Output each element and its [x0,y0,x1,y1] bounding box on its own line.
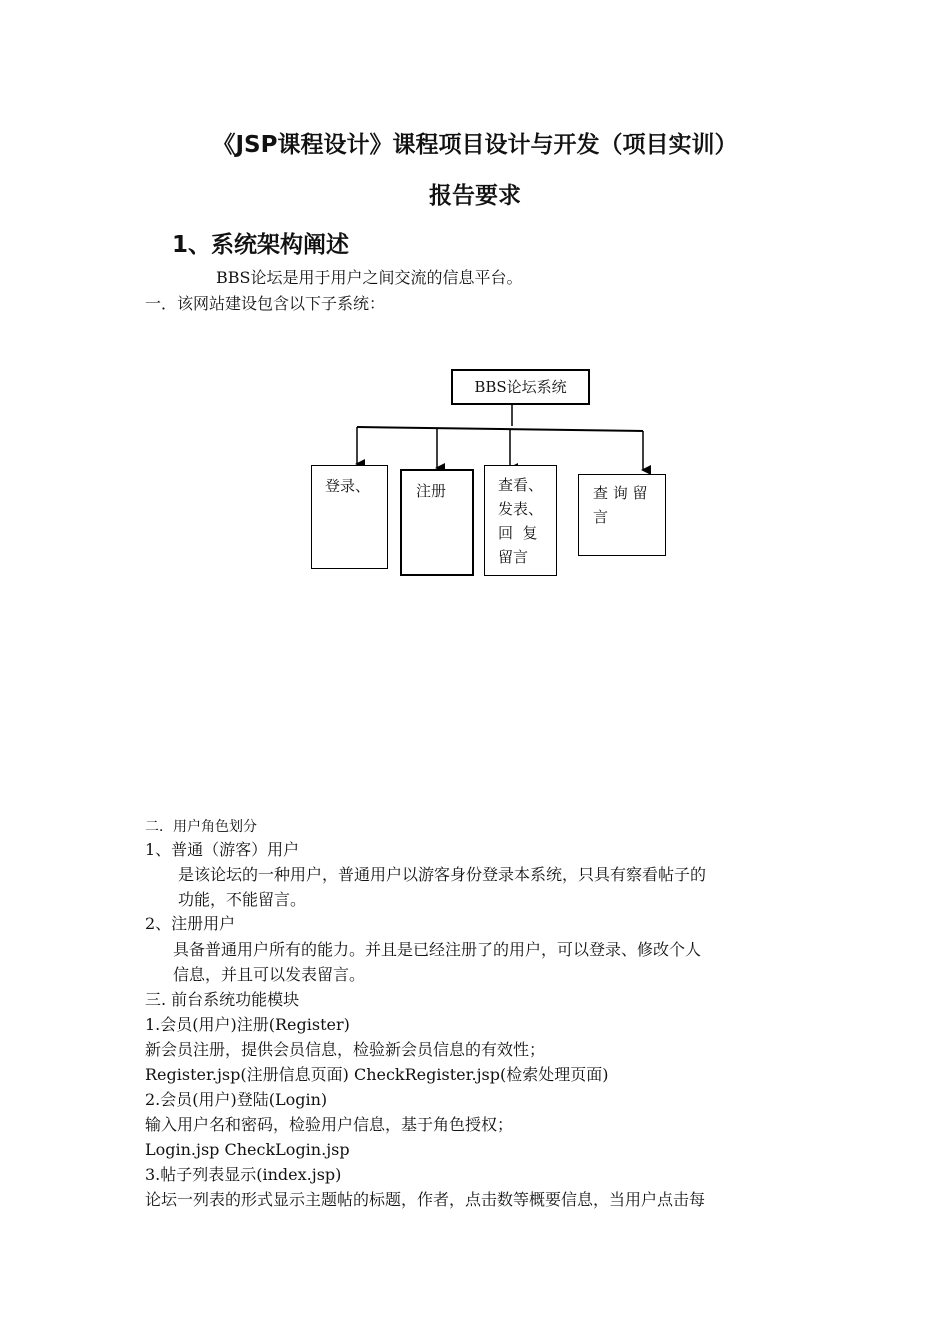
roles-heading: 二．用户角色划分 [145,819,257,835]
diagram-box-line: 登录、 [325,477,371,495]
diagram-box-view-post-reply [484,465,557,576]
intro-paragraph: BBS论坛是用于用户之间交流的信息平台。 [216,268,523,287]
diagram-box-line: 回 复 [498,524,538,542]
module-title: 3.帖子列表显示(index.jsp) [145,1165,342,1184]
diagram-box-line: 留言 [498,548,529,566]
diagram-box-line: 言 [593,508,609,526]
diagram-connectors [0,0,950,620]
document-subtitle: 报告要求 [429,183,521,209]
role-description: 具备普通用户所有的能力。并且是已经注册了的用户，可以登录、修改个人 [173,940,702,959]
diagram-box-register [400,469,474,576]
document-title: 《JSP课程设计》课程项目设计与开发（项目实训） [212,132,738,158]
module-files: Login.jsp CheckLogin.jsp [145,1140,350,1159]
diagram-root-label: BBS论坛系统 [474,378,567,396]
module-title: 1.会员(用户)注册(Register) [145,1015,350,1034]
module-description: 新会员注册，提供会员信息，检验新会员信息的有效性； [145,1040,546,1059]
diagram-box-line: 查看、 [498,476,544,494]
role-description: 功能，不能留言。 [178,890,307,909]
role-title: 1、普通（游客）用户 [145,840,300,859]
module-title: 2.会员(用户)登陆(Login) [145,1090,328,1109]
section-heading: 1、系统架构阐述 [172,232,350,258]
role-title: 2、注册用户 [145,914,236,933]
subsystem-heading: 一．该网站建设包含以下子系统： [145,294,386,313]
diagram-root-box [451,369,590,405]
module-files: Register.jsp(注册信息页面) CheckRegister.jsp(检索处理页面) [145,1065,609,1084]
diagram-box-line: 发表、 [498,500,544,518]
role-description: 是该论坛的一种用户，普通用户以游客身份登录本系统，只具有察看帖子的 [178,865,707,884]
role-description: 信息，并且可以发表留言。 [173,965,366,984]
diagram-box-login [311,465,388,569]
diagram-box-query-messages [578,474,666,556]
diagram-box-line: 查 询 留 [593,484,648,502]
diagram-box-line: 注册 [416,482,447,500]
modules-heading: 三. 前台系统功能模块 [145,990,300,1009]
module-description: 论坛一列表的形式显示主题帖的标题，作者，点击数等概要信息，当用户点击每 [145,1190,706,1209]
module-description: 输入用户名和密码，检验用户信息，基于角色授权； [145,1115,514,1134]
